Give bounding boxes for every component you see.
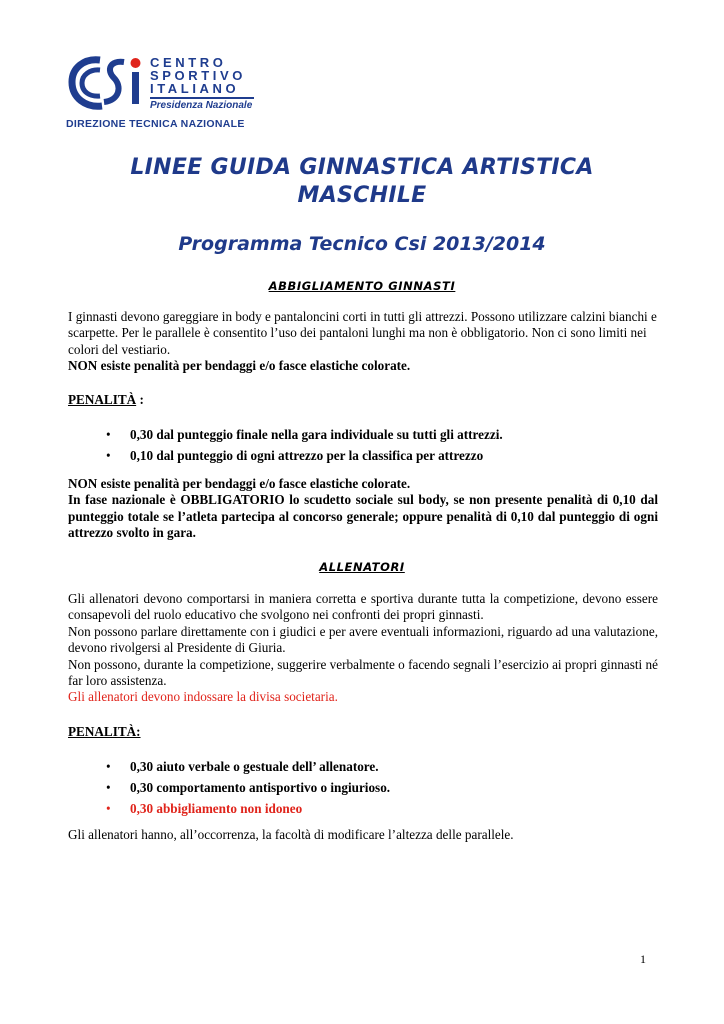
list-item: • 0,10 dal punteggio di ogni attrezzo per la classifica per attrezzo xyxy=(106,445,503,466)
section2-para-3: Non possono, durante la competizione, suggerire verbalmente o facendo segnali l’esercizio ai propri ginnasti né far loro assistenza. xyxy=(68,656,658,689)
section2-closing: Gli allenatori hanno, all’occorrenza, la facoltà di modificare l’altezza delle parallele. xyxy=(68,827,514,842)
penalty-colon: : xyxy=(136,392,144,407)
list-item: • 0,30 dal punteggio finale nella gara individuale su tutti gli attrezzi. xyxy=(106,424,503,445)
section1-penalty-heading xyxy=(68,392,658,408)
title-line-2: MASCHILE xyxy=(297,183,427,208)
logo-line-sportivo: SPORTIVO xyxy=(150,68,246,83)
section1-bold-line: NON esiste penalità per bendaggi e/o fasce elastiche colorate. xyxy=(68,358,411,374)
section-heading-allenatori: ALLENATORI xyxy=(319,560,405,574)
section1-bold-para-2: In fase nazionale è OBBLIGATORIO lo scudetto sociale sul body, se non presente penalità di 0,10 dal punteggio totale se l’atleta partecipa al concorso generale; oppure penalità di 0,10 dal punteggio di ogni attrezzo svolto in gara. xyxy=(68,492,658,541)
csi-logo-mark xyxy=(66,50,150,116)
section2-para-2: Non possono parlare direttamente con i giudici e per avere eventuali informazioni, riguardo ad una valutazione, devono rivolgersi al Presidente di Giuria. xyxy=(68,623,658,656)
document-subtitle: Programma Tecnico Csi 2013/2014 xyxy=(178,233,546,255)
section1-paragraph xyxy=(68,309,658,375)
logo-line-centro: CENTRO xyxy=(150,55,227,70)
logo-line-italiano: ITALIANO xyxy=(150,81,240,96)
section1-text: I ginnasti devono gareggiare in body e pantaloncini corti in tutti gli attrezzi. Possono utilizzare calzini bianchi e scarpette. Per le parallele è consentito l’uso dei pantaloni lunghi ma non è obbligatorio. Non ci sono limiti nei colori del vestiario. xyxy=(68,309,657,357)
logo-line-presidenza: Presidenza Nazionale xyxy=(150,97,254,113)
title-line-1: LINEE GUIDA GINNASTICA ARTISTICA xyxy=(130,155,594,180)
section2-paragraph xyxy=(68,591,658,706)
section-heading-abbigliamento: ABBIGLIAMENTO GINNASTI xyxy=(268,279,456,293)
document-title xyxy=(60,154,664,210)
logo-wordmark xyxy=(150,56,254,113)
section2-penalty-heading xyxy=(68,724,658,740)
section2-penalty-list xyxy=(106,756,390,819)
section1-bold-paragraph xyxy=(68,476,658,542)
section2-red-line: Gli allenatori devono indossare la divisa societaria. xyxy=(68,689,338,705)
section1-penalty-list xyxy=(106,424,503,466)
list-item: • 0,30 abbigliamento non idoneo xyxy=(106,798,390,819)
penalty-label: PENALITÀ xyxy=(68,392,137,407)
page-number: 1 xyxy=(640,952,646,966)
list-item: • 0,30 aiuto verbale o gestuale dell’ allenatore. xyxy=(106,756,390,777)
penalty-label: PENALITÀ: xyxy=(68,724,141,739)
csi-logo xyxy=(66,50,256,136)
section1-bold-para-1: NON esiste penalità per bendaggi e/o fasce elastiche colorate. xyxy=(68,476,411,491)
list-item: • 0,30 comportamento antisportivo o ingiurioso. xyxy=(106,777,390,798)
section2-para-1: Gli allenatori devono comportarsi in maniera corretta e sportiva durante tutta la competizione, devono essere consapevoli del ruolo educativo che svolgono nei confronti dei propri ginnasti. xyxy=(68,591,658,623)
logo-direzione: DIREZIONE TECNICA NAZIONALE xyxy=(66,118,245,130)
